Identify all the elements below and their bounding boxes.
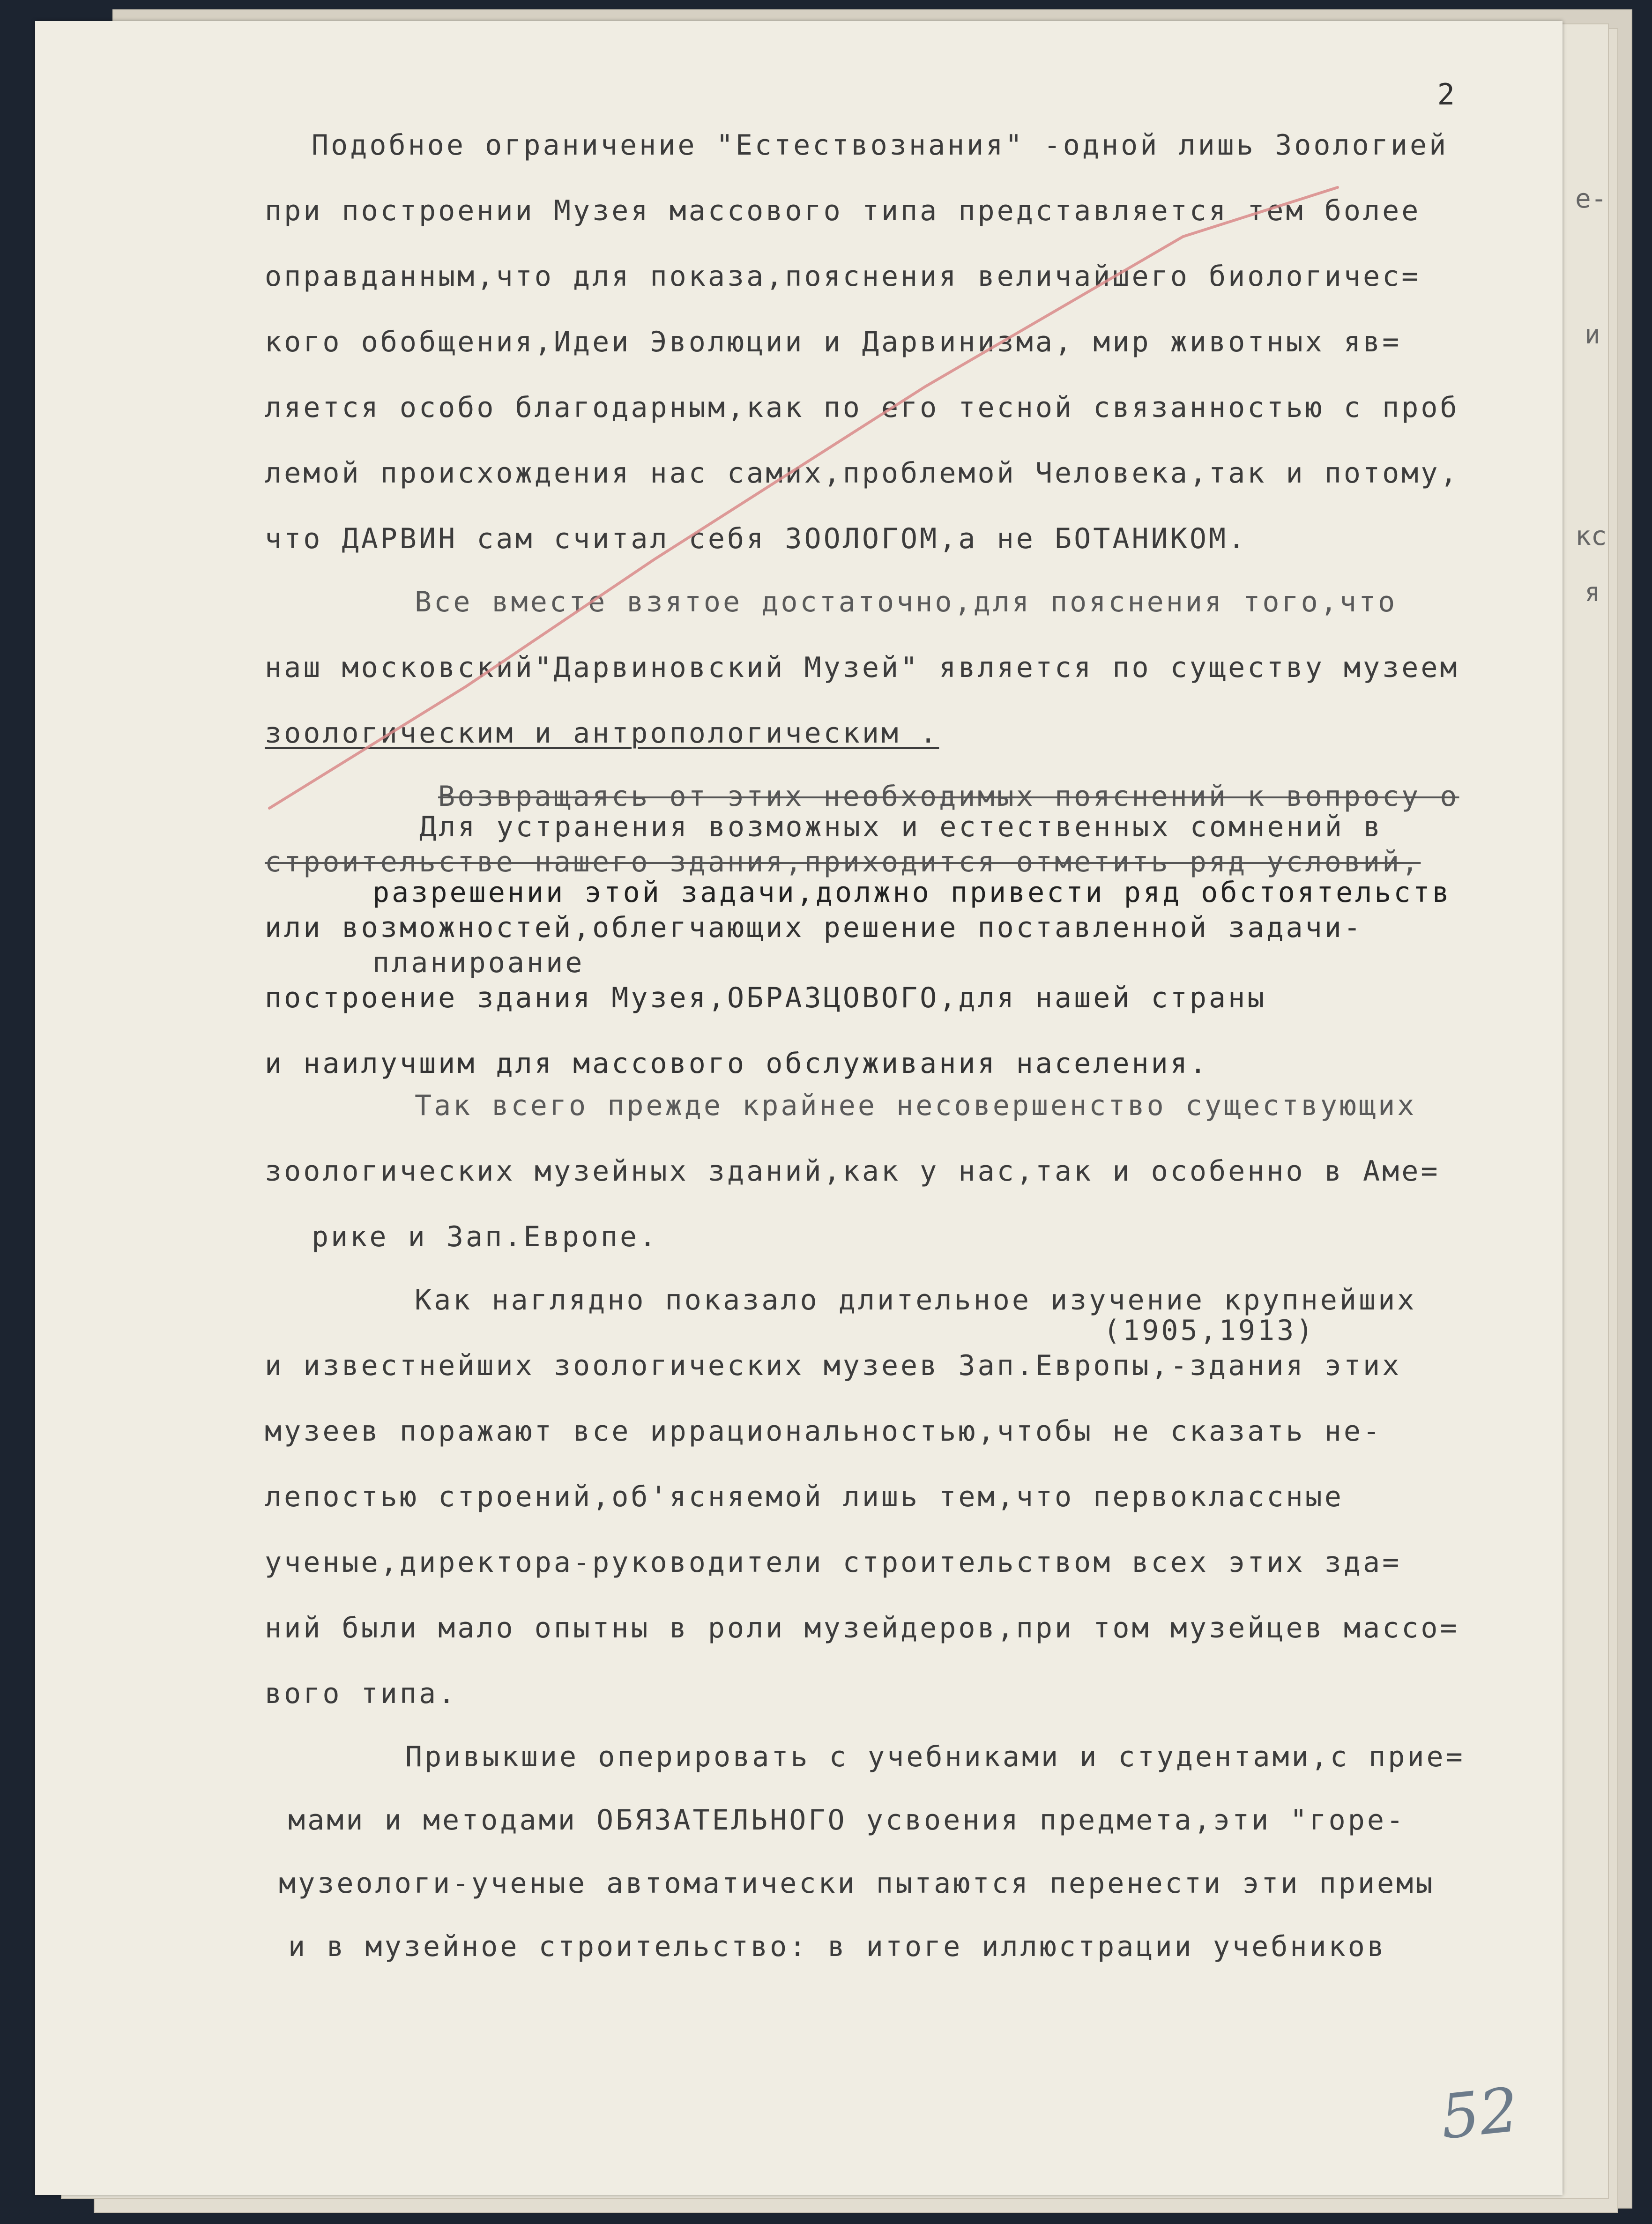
struck-line: строительстве нашего здания,приходится отметить ряд условий, <box>265 846 1421 878</box>
text-line: ученые,директора-руководители строительством всех этих зда= <box>265 1546 1402 1579</box>
text-line: ляется особо благодарным,как по его тесной связанностью с проб <box>265 391 1459 424</box>
text-line: Подобное ограничение "Естествознания" -одной лишь Зоологией <box>312 129 1449 162</box>
text-line: мами и методами ОБЯЗАТЕЛЬНОГО усвоения предмета,эти "горе- <box>288 1804 1406 1837</box>
text-line: и в музейное строительство: в итоге иллюстрации учебников <box>288 1930 1387 1963</box>
text-line: ний были мало опытны в роли музейдеров,при том музейцев массо= <box>265 1612 1459 1644</box>
overtyped-line: или возможностей,облегчающих решение поставленной задачи- <box>265 911 1363 944</box>
text-line: музеологи-ученые автоматически пытаются перенести эти приемы <box>279 1867 1435 1900</box>
text-line: лепостью строений,об'ясняемой лишь тем,что первоклассные <box>265 1480 1344 1513</box>
edge-fragment: и <box>1585 320 1600 350</box>
text-line: Так всего прежде крайнее несовершенство существующих <box>415 1089 1417 1122</box>
inserted-line: планироание <box>372 946 585 979</box>
edge-fragment: я <box>1585 577 1600 608</box>
text-line: Привыкшие оперировать с учебниками и студентами,с прие= <box>405 1741 1465 1773</box>
page-number: 2 <box>1437 77 1455 112</box>
text-line: вого типа. <box>265 1677 458 1710</box>
edge-fragment: кс <box>1575 521 1607 551</box>
inserted-line: Для устранения возможных и естественных сомнений в <box>419 811 1383 843</box>
text-line: наш московский"Дарвиновский Музей" является по существу музеем <box>265 651 1459 684</box>
text-line: рике и Зап.Европе. <box>312 1220 659 1253</box>
overtyped-line: и наилучшим для массового обслуживания населения. <box>265 1047 1209 1080</box>
text-line: зоологических музейных зданий,как у нас,так и особенно в Аме= <box>265 1155 1440 1188</box>
overtyped-line: построение здания Музея,ОБРАЗЦОВОГО,для нашей страны <box>265 982 1267 1014</box>
document-page <box>35 21 1563 2195</box>
text-line: при построении Музея массового типа представляется тем более <box>265 194 1421 227</box>
text-line: музеев поражают все иррациональностью,чтобы не сказать не- <box>265 1415 1383 1448</box>
text-line: и известнейших зоологических музеев Зап.Европы,-здания этих <box>265 1349 1402 1382</box>
folio-number: 52 <box>1437 2074 1522 2153</box>
text-line: Все вместе взятое достаточно,для пояснения того,что <box>415 586 1398 618</box>
text-line: кого обобщения,Идеи Эволюции и Дарвинизма, мир животных яв= <box>265 326 1402 358</box>
text-line: что ДАРВИН сам считал себя ЗООЛОГОМ,а не БОТАНИКОМ. <box>265 522 1248 555</box>
edge-fragment: е- <box>1575 184 1607 214</box>
text-line: оправданным,что для показа,пояснения величайшего биологичес= <box>265 260 1421 293</box>
text-line: лемой происхождения нас самих,проблемой Человека,так и потому, <box>265 457 1459 490</box>
struck-line: Возвращаясь от этих необходимых пояснений к вопросу о <box>438 780 1459 813</box>
text-line: зоологическим и антропологическим . <box>265 717 939 750</box>
inserted-dates: (1905,1913) <box>1103 1314 1316 1347</box>
text-line: Как наглядно показало длительное изучение крупнейших <box>415 1284 1417 1317</box>
inserted-line: разрешении этой задачи,должно привести ряд обстоятельств <box>372 876 1451 909</box>
